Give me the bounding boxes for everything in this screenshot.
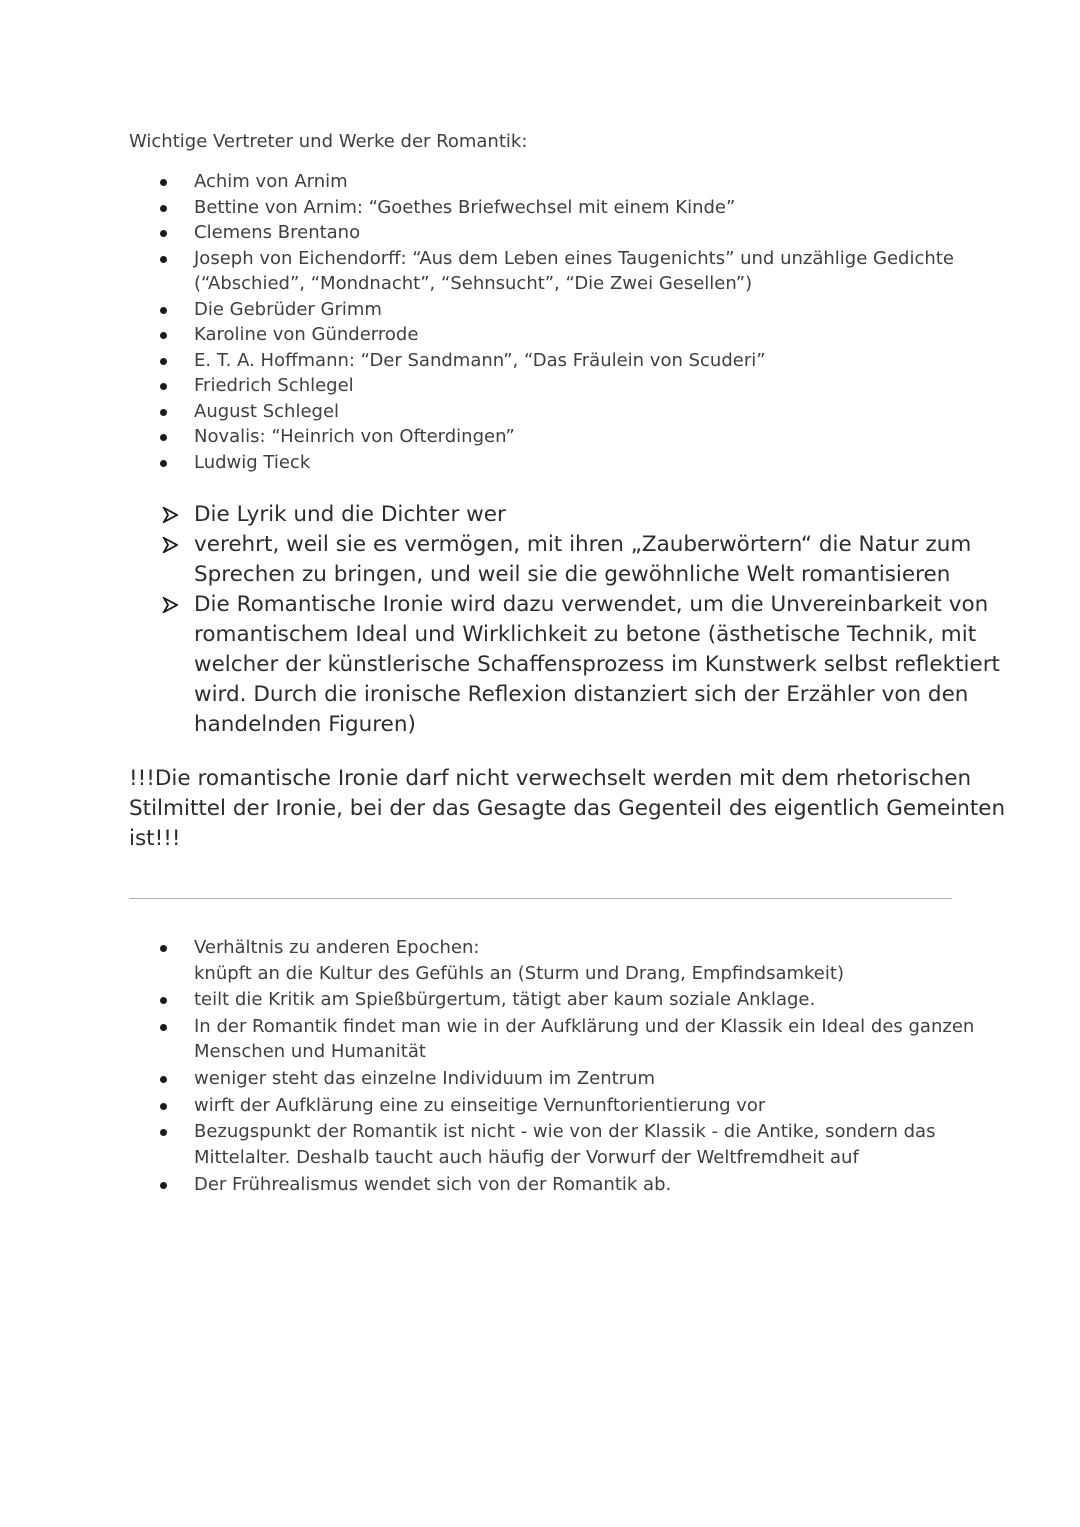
list-item-text: teilt die Kritik am Spießbürgertum, tätigt aber kaum soziale Anklage.: [194, 989, 816, 1011]
list-item: [0, 530, 972, 590]
list-item: [0, 935, 934, 986]
arrow-bullet-icon: [162, 507, 178, 523]
note-text: !!!Die romantische Ironie darf nicht verwechselt werden mit dem rhetorischen: [129, 766, 972, 791]
bullet-icon: [160, 997, 167, 1004]
list-item: [0, 1172, 934, 1198]
list-item: [0, 195, 934, 221]
list-item-text: Der Frührealismus wendet sich von der Romantik ab.: [194, 1173, 672, 1195]
list-item: [0, 373, 934, 399]
list-item: [0, 322, 934, 348]
bullet-icon: [160, 383, 167, 390]
bullet-icon: [160, 332, 167, 339]
list-item: [0, 1093, 934, 1119]
list-item: [0, 348, 934, 374]
section-heading: Wichtige Vertreter und Werke der Romantik:: [129, 131, 528, 152]
list-item-text: Die Gebrüder Grimm: [194, 298, 382, 320]
list-item-text: Bezugspunkt der Romantik ist nicht - wie von der Klassik - die Antike, sondern das: [194, 1121, 936, 1143]
bullet-icon: [160, 1182, 167, 1189]
bullet-icon: [160, 1024, 167, 1031]
list-item-text: wird. Durch die ironische Reflexion distanziert sich der Erzähler von den: [194, 682, 969, 707]
list-item-text: Bettine von Arnim: “Goethes Briefwechsel mit einem Kinde”: [194, 196, 736, 218]
list-item-text: wirft der Aufklärung eine zu einseitige Vernunftorientierung vor: [194, 1094, 766, 1116]
bullet-icon: [160, 256, 167, 263]
list-item: [0, 246, 954, 297]
list-item-text: Verhältnis zu anderen Epochen:: [194, 937, 480, 958]
list-item: [0, 1066, 934, 1092]
list-item: [0, 1119, 934, 1170]
bullet-icon: [160, 434, 167, 441]
list-item-text: knüpft an die Kultur des Gefühls an (Sturm und Drang, Empfindsamkeit): [194, 962, 844, 984]
list-item-text: Karoline von Günderrode: [194, 324, 419, 345]
bullet-icon: [160, 205, 167, 212]
list-item-text: Sprechen zu bringen, und weil sie die gewöhnliche Welt romantisieren: [194, 562, 951, 587]
list-item-text: weniger steht das einzelne Individuum im Zentrum: [194, 1068, 656, 1090]
list-item: [0, 450, 934, 476]
bullet-icon: [160, 358, 167, 365]
bullet-icon: [160, 179, 167, 186]
list-item-text: handelnden Figuren): [194, 712, 416, 737]
note-text: ist!!!: [129, 826, 181, 851]
bullet-icon: [160, 409, 167, 416]
list-item-text: In der Romantik findet man wie in der Aufklärung und der Klassik ein Ideal des ganzen: [194, 1015, 975, 1037]
list-item-text: Mittelalter. Deshalb taucht auch häufig der Vorwurf der Weltfremdheit auf: [194, 1146, 859, 1168]
list-item-text: Friedrich Schlegel: [194, 375, 354, 396]
list-item-text: Die Romantische Ironie wird dazu verwendet, um die Unvereinbarkeit von: [194, 592, 989, 617]
list-item-text: Die Lyrik und die Dichter wer: [194, 502, 506, 527]
list-item: [0, 590, 1000, 740]
list-item-text: Achim von Arnim: [194, 171, 348, 192]
list-item: [0, 1014, 975, 1065]
horizontal-divider: [129, 898, 952, 899]
list-item-text: August Schlegel: [194, 400, 340, 422]
list-item: [0, 220, 934, 246]
list-item: [0, 297, 934, 323]
list-item-text: Menschen und Humanität: [194, 1041, 426, 1063]
arrow-bullet-icon: [162, 537, 178, 553]
list-item-text: Clemens Brentano: [194, 222, 361, 243]
list-item: [0, 399, 934, 425]
list-item-text: Novalis: “Heinrich von Ofterdingen”: [194, 426, 515, 447]
list-item-text: welcher der künstlerische Schaffensprozess im Kunstwerk selbst reflektiert: [194, 652, 1000, 677]
relations-list: [0, 935, 975, 1198]
warning-note: [129, 764, 1005, 854]
list-item: [0, 169, 934, 195]
arrow-points-list: [0, 500, 1000, 740]
list-item-text: verehrt, weil sie es vermögen, mit ihren „Zauberwörtern“ die Natur zum: [194, 532, 972, 557]
bullet-icon: [160, 230, 167, 237]
list-item-text: Ludwig Tieck: [194, 451, 311, 473]
authors-list: [0, 169, 954, 475]
bullet-icon: [160, 1103, 167, 1110]
bullet-icon: [160, 460, 167, 467]
note-text: Stilmittel der Ironie, bei der das Gesagte das Gegenteil des eigentlich Gemeinten: [129, 796, 1006, 821]
list-item-text: (“Abschied”, “Mondnacht”, “Sehnsucht”, “Die Zwei Gesellen”): [194, 273, 753, 294]
list-item-text: romantischem Ideal und Wirklichkeit zu betone (ästhetische Technik, mit: [194, 622, 977, 647]
arrow-bullet-icon: [162, 597, 178, 613]
bullet-icon: [160, 1076, 167, 1083]
list-item: [0, 424, 934, 450]
bullet-icon: [160, 307, 167, 314]
list-item: [0, 987, 934, 1013]
list-item-text: Joseph von Eichendorff: “Aus dem Leben eines Taugenichts” und unzählige Gedichte: [194, 247, 954, 269]
bullet-icon: [160, 945, 167, 952]
list-item-text: E. T. A. Hoffmann: “Der Sandmann”, “Das Fräulein von Scuderi”: [194, 349, 766, 371]
list-item: [0, 500, 954, 530]
bullet-icon: [160, 1129, 167, 1136]
